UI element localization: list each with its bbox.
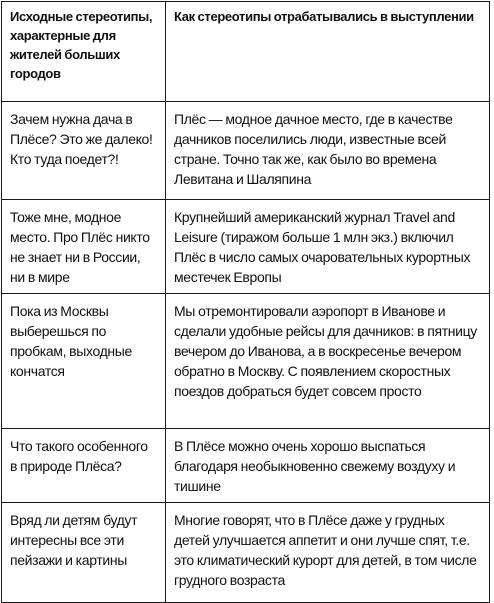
stereotype-cell [2,429,166,503]
response-text: В Плёсе можно очень хорошо выспаться благодаря необыкновенно свежему воздуху и тишине [174,438,456,494]
table-row [2,429,490,503]
stereotype-cell [2,294,166,429]
table-row [2,294,490,429]
table-header [2,2,490,102]
response-cell [166,200,490,294]
stereotype-text: Тоже мне, модное место. Про Плёс никто не знает ни в России, ни в мире [10,209,150,285]
stereotype-cell [2,102,166,200]
table-row [2,200,490,294]
header-stereotypes [2,2,166,102]
stereotype-text: Вряд ли детям будут интересны все эти пейзажи и картины [10,512,138,568]
stereotypes-table [1,1,490,603]
response-cell [166,503,490,603]
response-text: Мы отремонтировали аэропорт в Иванове и сделали удобные рейсы для дачников: в пятницу вечером до Иванова, а в воскресенье вечером обратно в Москву. С появлением скоростных поездов добраться будет совсем просто [174,303,477,399]
stereotype-text: Зачем нужна дача в Плёсе? Это же далеко! Кто туда поедет?! [10,111,153,167]
response-text: Крупнейший американский журнал Travel and Leisure (тиражом больше 1 млн экз.) включил Плёс в число самых очаровательных курортных местечек Европы [174,209,471,285]
response-text: Многие говорят, что в Плёсе даже у грудных детей улучшается аппетит и они лучше спят, т.е. это климатический курорт для детей, в том числе грудного возраста [174,512,477,588]
table-row [2,503,490,603]
table-body [2,102,490,603]
stereotype-text: Пока из Москвы выберешься по пробкам, выходные кончатся [10,303,132,379]
response-cell [166,294,490,429]
response-cell [166,429,490,503]
response-cell [166,102,490,200]
header-responses-text: Как стереотипы отрабатывались в выступлении [174,9,474,24]
header-stereotypes-text: Исходные стереотипы, характерные для жителей больших городов [10,9,153,81]
stereotype-cell [2,200,166,294]
header-responses [166,2,490,102]
header-row [2,2,490,102]
stereotype-cell [2,503,166,603]
response-text: Плёс — модное дачное место, где в качестве дачников поселились люди, известные всей стране. Точно так же, как было во времена Левитана и Шаляпина [174,111,453,187]
stereotype-text: Что такого особенного в природе Плёса? [10,438,148,474]
table-row [2,102,490,200]
